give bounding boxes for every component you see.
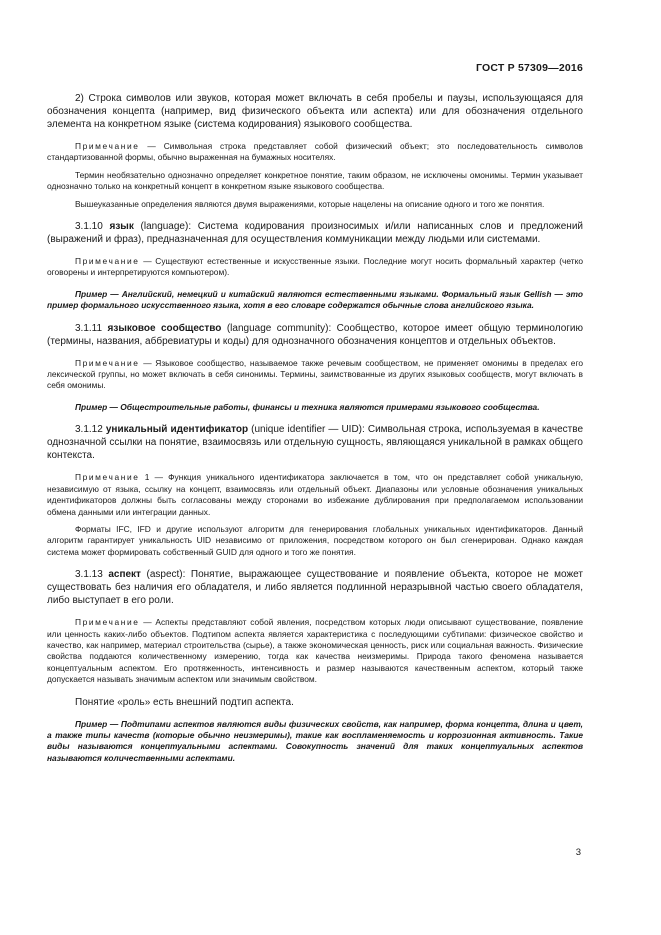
note-paragraph xyxy=(47,617,583,685)
example-paragraph: Пример — Общестроительные работы, финансы и техника являются примерами языкового сообщества. xyxy=(75,401,540,412)
example-paragraph: Пример — Английский, немецкий и китайский являются естественными языками. Формальный язык Gellish — это пример формального искусственного языка, хотя в его словаре содержатся обычные слова английского языка. xyxy=(47,288,583,311)
example-paragraph: Пример — Подтипами аспектов являются виды физических свойств, как например, форма концепта, длина и цвет, а также типы качеств (которые обычно неизмеримы), такие как воспламеняемость и коррозионная активность. Такие виды называются концептуальными аспектами. Совокупность значений для таких концептуальных аспектов называются количественными аспектами. xyxy=(47,718,583,763)
note-text: — Символьная строка представляет собой физический объект; это последовательность символов стандартизованной формы, обычно выраженная на бумажных носителях. xyxy=(47,141,583,163)
term-name: язык xyxy=(109,221,134,233)
note-label: Примечание xyxy=(75,357,140,368)
note-text: 1 — Функция уникального идентификатора заключается в том, что он представляет собой уникальную, независимую от языка, ссылку на концепт, взаимосвязь или отдельный объект. Диапазоны или условные обозначения уникальных идентификаторов должны быть согласованы между сторонами во избежание дублирования при предполагаемом использовании обмена данными или интеграции данных. xyxy=(47,472,583,517)
term-number: 3.1.10 xyxy=(75,221,110,233)
note-label: Примечание xyxy=(75,472,140,483)
standard-header: ГОСТ Р 57309—2016 xyxy=(475,62,583,74)
note-text: — Языковое сообщество, называемое также речевым сообществом, не применяет омонимы в пределах его лексической группы, но может включать в себя синонимы. Термины, заимствованные из других языковых сообществ, могут включать в себя омонимы. xyxy=(47,357,583,391)
term-entry-3-1-11 xyxy=(47,322,583,348)
note-paragraph xyxy=(47,472,583,518)
term-definition: (aspect): Понятие, выражающее существование и появление объекта, которое не может существовать без наличия его обладателя, и либо является подлинной неразрывной частью своего обладателя, либо выступает в его роли. xyxy=(47,569,583,607)
term-entry-3-1-13 xyxy=(47,568,583,607)
term-name: языковое сообщество xyxy=(107,322,222,334)
note-continuation: Форматы IFC, IFD и другие используют алгоритм для генерирования глобальных уникальных идентификаторов. Данный алгоритм гарантирует уникальность UID независимо от приложения, посредством которого он был сгенерирован. Однако каждая система может формировать собственный GUID для одного и того же понятия. xyxy=(47,523,583,557)
term-number: 3.1.11 xyxy=(75,322,108,334)
note-label: Примечание xyxy=(75,617,140,628)
note-continuation: Термин необязательно однозначно определяет конкретное понятие, таким образом, не исключены омонимы. Термин указывает однозначно только на конкретный концепт в конкретном языке языкового сообщества. xyxy=(47,169,583,192)
note-label: Примечание xyxy=(75,141,140,151)
term-number: 3.1.13 xyxy=(75,569,109,581)
page-number: 3 xyxy=(575,847,581,858)
note-paragraph xyxy=(47,358,583,392)
plain-paragraph: Понятие «роль» есть внешний подтип аспекта. xyxy=(75,696,294,708)
note-text: — Аспекты представляют собой явления, посредством которых люди описывают существование, появление или ценность каких-либо объектов. Подтипом аспекта является характеристика с последующими субтипами: физическое свойство и качество, как например, материал строительства (сырье), а также экономическая ценность, риск или социальная важность. Физические свойства поддаются количественному измерению, тогда как качества неизмеримы. Природа такого феномена называется концептуальным аспектом. Его протяженность, интенсивность и размер называются качественным аспектом, который также допускается называть значимым аспектом или значимым свойством. xyxy=(47,617,583,685)
term-name: уникальный идентификатор xyxy=(105,424,249,436)
page-body xyxy=(47,92,583,764)
term-name: аспект xyxy=(108,569,141,581)
note-continuation: Вышеуказанные определения являются двумя выражениями, которые нацелены на описание одного и того же понятия. xyxy=(75,198,545,209)
term-definition: (unique identifier — UID): Символьная строка, используемая в качестве однозначной ссылки на понятие, взаимосвязь или отдельную сущность, являющаяся уникальной в рамках общего контекста. xyxy=(47,424,584,462)
note-paragraph xyxy=(47,256,583,279)
term-definition: (language): Система кодирования произносимых и/или написанных слов и предложений (выражений и фраз), предназначенная для осуществления коммуникации между людьми или системами. xyxy=(47,221,583,246)
term-definition: (language community): Сообщество, которое имеет общую терминологию (термины, названия, аббревиатуры и коды) для однозначного обозначения концептов и отдельных объектов. xyxy=(47,322,583,347)
term-number: 3.1.12 xyxy=(75,424,106,436)
note-label: Примечание xyxy=(75,256,140,267)
note-paragraph xyxy=(47,141,583,164)
term-entry-3-1-10 xyxy=(47,220,583,246)
term-entry-3-1-12 xyxy=(47,423,583,462)
definition-paragraph: 2) Строка символов или звуков, которая может включать в себя пробелы и паузы, использующаяся для обозначения концепта (например, вид физического объекта или аспекта) или для обозначения отдельного элемента на конкретном языке (система кодирования) языкового сообщества. xyxy=(47,93,583,130)
note-text: — Существуют естественные и искусственные языки. Последние могут носить формальный характер (четко оговорены и интерпретируются компьютером). xyxy=(47,256,583,278)
